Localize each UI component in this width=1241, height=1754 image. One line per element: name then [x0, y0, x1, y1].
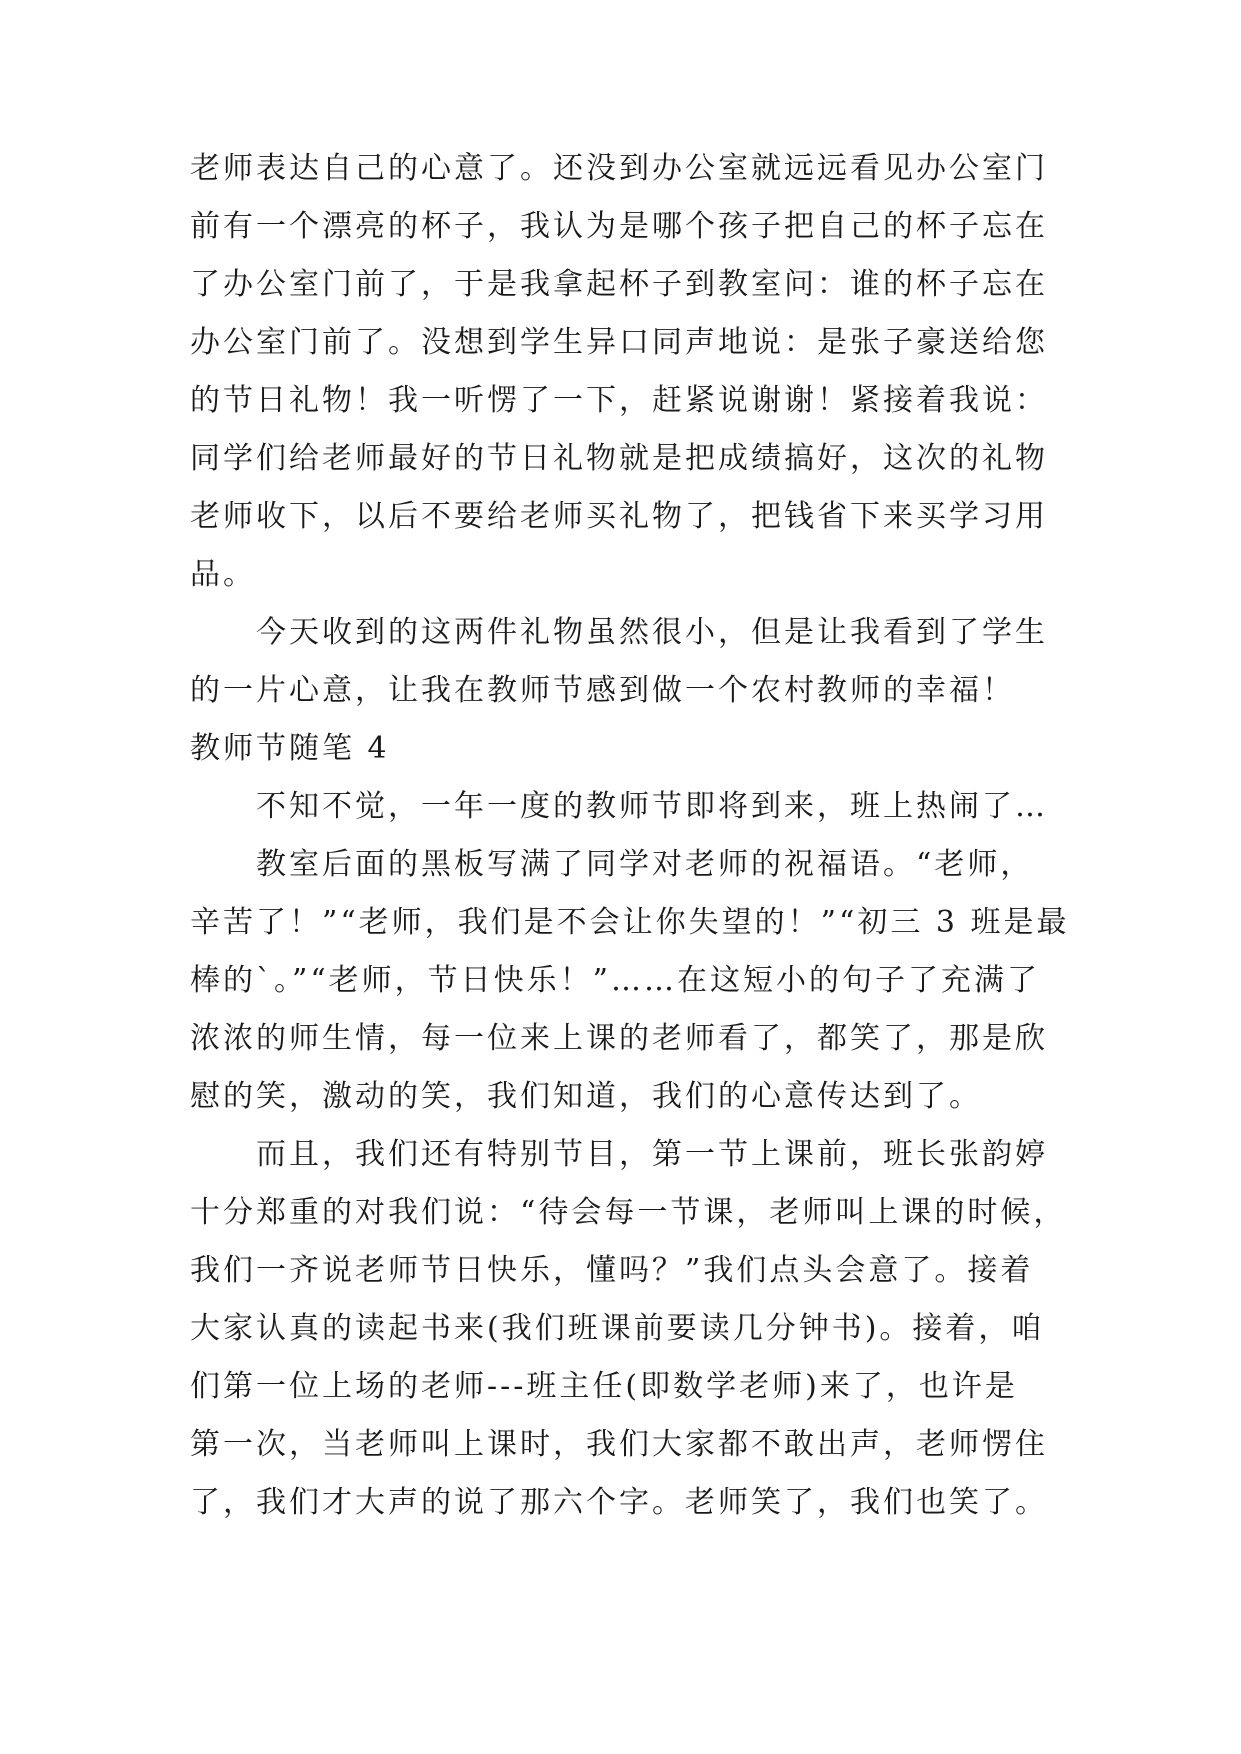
text-line: 办公室门前了。没想到学生异口同声地说：是张子豪送给您: [190, 325, 1048, 360]
text-line: 大家认真的读起书来(我们班课前要读几分钟书)。接着，咱: [190, 1311, 1045, 1346]
text-line: 老师收下，以后不要给老师买礼物了，把钱省下来买学习用: [190, 499, 1048, 534]
text-line: 的节日礼物！我一听愣了一下，赶紧说谢谢！紧接着我说：: [190, 383, 1048, 418]
text-line: 第一次，当老师叫上课时，我们大家都不敢出声，老师愣住: [190, 1427, 1048, 1462]
text-line: 辛苦了！”“老师，我们是不会让你失望的！”“初三 3 班是最: [190, 905, 1070, 940]
paragraph-first-line: 今天收到的这两件礼物虽然很小，但是让我看到了学生: [256, 615, 1048, 650]
text-line: 品。: [190, 557, 256, 592]
paragraph-first-line: 教室后面的黑板写满了同学对老师的祝福语。“老师，: [256, 847, 1034, 882]
text-line: 棒的`。”“老师，节日快乐！”……在这短小的句子了充满了: [190, 963, 1041, 998]
text-line: 前有一个漂亮的杯子，我认为是哪个孩子把自己的杯子忘在: [190, 209, 1048, 244]
text-line: 浓浓的师生情，每一位来上课的老师看了，都笑了，那是欣: [190, 1021, 1048, 1056]
text-line: 老师表达自己的心意了。还没到办公室就远远看见办公室门: [190, 151, 1048, 186]
text-line: 我们一齐说老师节日快乐，懂吗？”我们点头会意了。接着: [190, 1253, 1034, 1288]
paragraph-first-line: 不知不觉，一年一度的教师节即将到来，班上热闹了…: [256, 789, 1048, 824]
text-line: 了办公室门前了，于是我拿起杯子到教室问：谁的杯子忘在: [190, 267, 1048, 302]
paragraph-first-line: 而且，我们还有特别节目，第一节上课前，班长张韵婷: [256, 1137, 1048, 1172]
document-body: [190, 140, 1090, 1532]
text-line: 们第一位上场的老师---班主任(即数学老师)来了，也许是: [190, 1369, 1018, 1404]
text-line: 慰的笑，激动的笑，我们知道，我们的心意传达到了。: [190, 1079, 982, 1114]
text-line: 了，我们才大声的说了那六个字。老师笑了，我们也笑了。: [190, 1485, 1048, 1520]
text-line: 十分郑重的对我们说：“待会每一节课，老师叫上课的时候，: [190, 1195, 1067, 1230]
text-line: 教师节随笔 4: [190, 731, 390, 766]
text-line: 同学们给老师最好的节日礼物就是把成绩搞好，这次的礼物: [190, 441, 1048, 476]
text-line: 的一片心意，让我在教师节感到做一个农村教师的幸福！: [190, 673, 1015, 708]
